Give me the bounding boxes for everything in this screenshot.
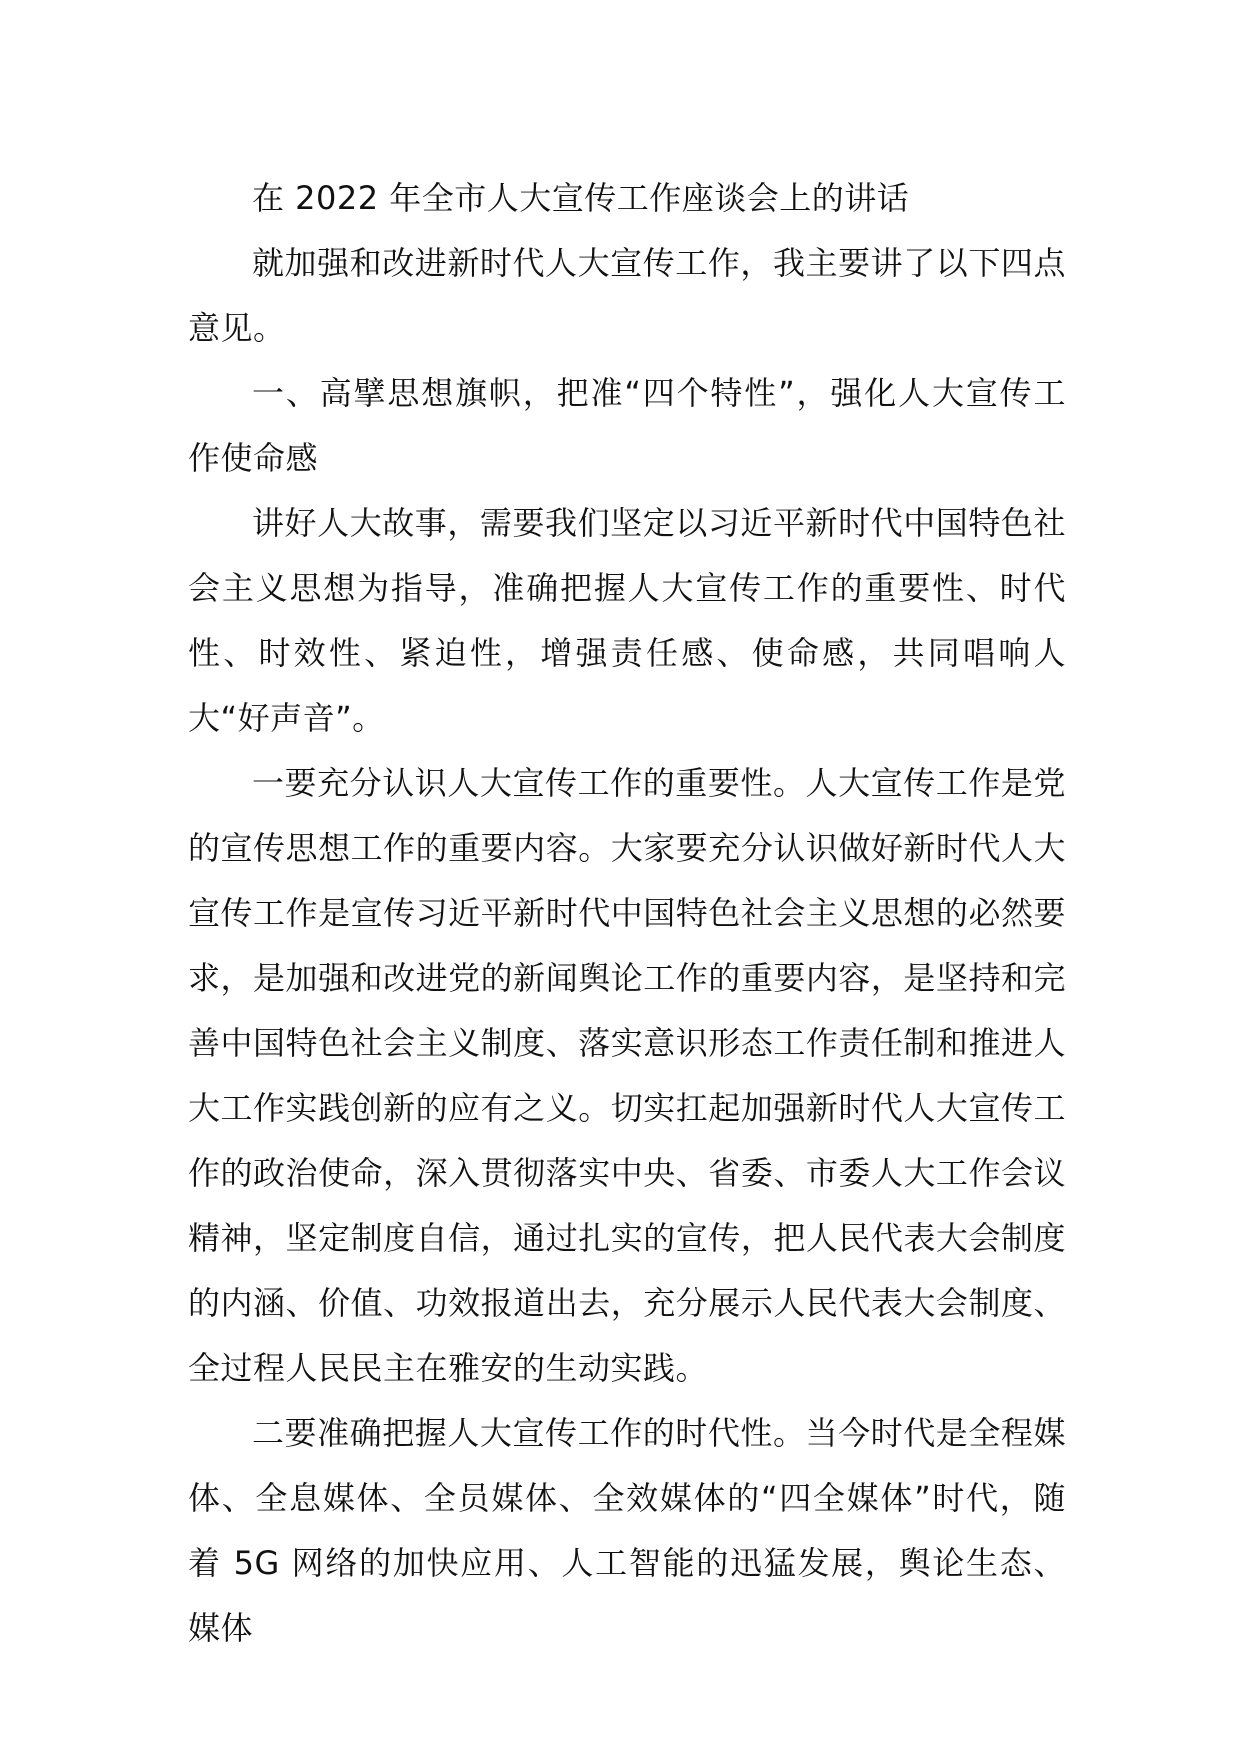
document-body bbox=[188, 166, 1066, 1661]
paragraph-1: 讲好人大故事，需要我们坚定以习近平新时代中国特色社会主义思想为指导，准确把握人大宣传工作的重要性、时代性、时效性、紧迫性，增强责任感、使命感，共同唱响人大“好声音”。 bbox=[188, 504, 1066, 737]
paragraph-intro: 就加强和改进新时代人大宣传工作，我主要讲了以下四点意见。 bbox=[188, 244, 1066, 347]
section-heading-1: 一、高擘思想旗帜，把准“四个特性”，强化人大宣传工作使命感 bbox=[188, 374, 1066, 477]
document-title: 在 2022 年全市人大宣传工作座谈会上的讲话 bbox=[252, 179, 910, 217]
paragraph-3: 二要准确把握人大宣传工作的时代性。当今时代是全程媒体、全息媒体、全员媒体、全效媒体的“四全媒体”时代，随着 5G 网络的加快应用、人工智能的迅猛发展，舆论生态、媒体 bbox=[188, 1414, 1066, 1647]
paragraph-2: 一要充分认识人大宣传工作的重要性。人大宣传工作是党的宣传思想工作的重要内容。大家要充分认识做好新时代人大宣传工作是宣传习近平新时代中国特色社会主义思想的必然要求，是加强和改进党的新闻舆论工作的重要内容，是坚持和完善中国特色社会主义制度、落实意识形态工作责任制和推进人大工作实践创新的应有之义。切实扛起加强新时代人大宣传工作的政治使命，深入贯彻落实中央、省委、市委人大工作会议精神，坚定制度自信，通过扎实的宣传，把人民代表大会制度的内涵、价值、功效报道出去，充分展示人民代表大会制度、全过程人民民主在雅安的生动实践。 bbox=[188, 764, 1066, 1387]
